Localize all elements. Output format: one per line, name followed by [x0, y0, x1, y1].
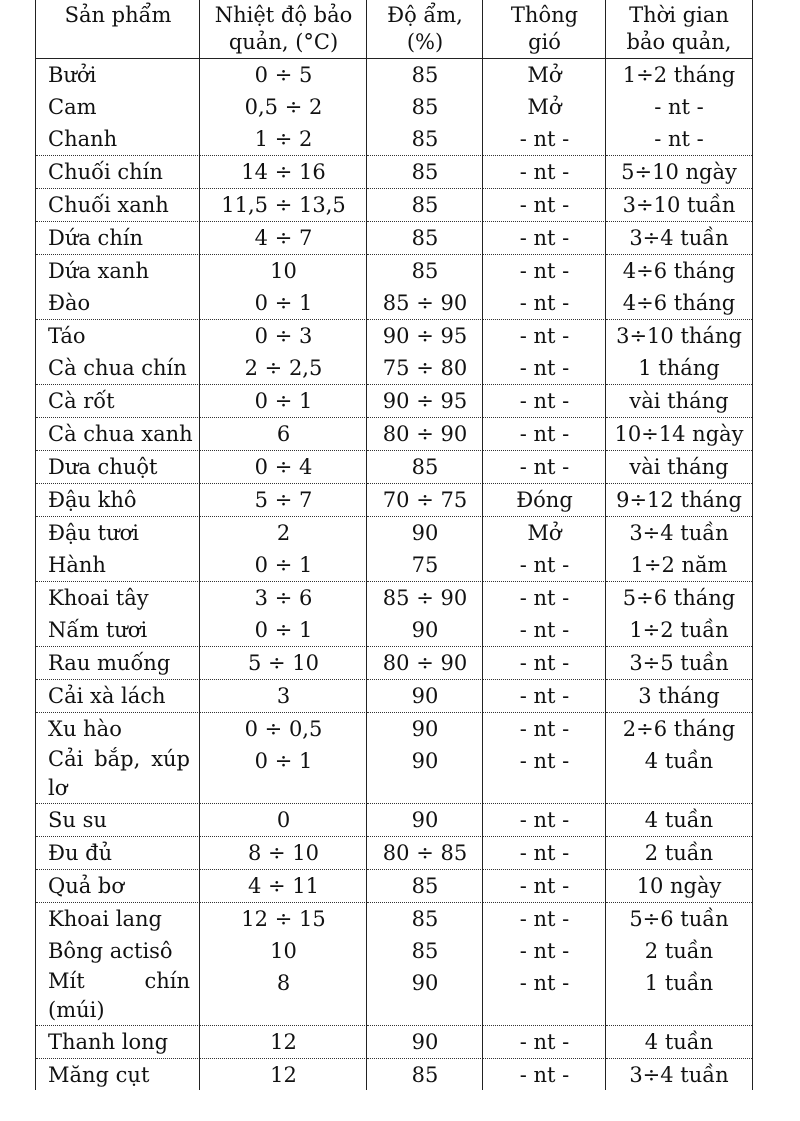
header-humidity-line2: (%) [406, 30, 444, 54]
ventilation-cell: - nt - [483, 647, 606, 680]
storage-time-cell: 10÷14 ngày [606, 418, 752, 451]
ventilation-cell: - nt - [483, 870, 606, 903]
table-row [36, 870, 752, 903]
temperature-cell: 0 ÷ 5 [254, 63, 313, 87]
product-name-cell: Nấm tươi [36, 614, 200, 647]
ventilation-cell: - nt - [483, 967, 606, 1026]
temperature-cell: 8 [200, 967, 367, 1026]
ventilation-cell: - nt - [483, 352, 606, 385]
product-name-cell: Quả bơ [36, 870, 200, 903]
storage-time-cell: 1÷2 tháng [622, 63, 736, 87]
ventilation-cell: - nt - [519, 259, 570, 283]
table-row [36, 804, 752, 837]
temperature-cell: 0 [200, 804, 367, 837]
ventilation-cell: - nt - [483, 549, 606, 582]
product-name-cell: Thanh long [36, 1026, 200, 1059]
product-name-cell: Cà rốt [36, 385, 200, 418]
product-name-cell: Cải xà lách [36, 680, 200, 713]
temperature-cell: 12 ÷ 15 [241, 907, 326, 931]
temperature-cell: 11,5 ÷ 13,5 [200, 189, 367, 222]
product-name-cell: Xu hào [48, 717, 122, 741]
product-name-cell: Cam [48, 95, 97, 119]
table-row [36, 837, 752, 870]
temperature-cell: 0,5 ÷ 2 [244, 95, 323, 119]
product-name-cell: Chuối xanh [36, 189, 200, 222]
humidity-cell: 90 [367, 967, 483, 1026]
product-name-cell: Dứa xanh [48, 259, 149, 283]
product-name-cell: Khoai tây [48, 586, 149, 610]
product-name-cell: Măng cụt [48, 1063, 150, 1087]
humidity-cell: 90 [367, 614, 483, 647]
storage-time-cell: 3÷4 tuần [629, 521, 729, 545]
temperature-cell: 3 ÷ 6 [254, 586, 313, 610]
header-temperature [200, 0, 367, 59]
temperature-cell: 0 ÷ 1 [200, 614, 367, 647]
humidity-cell: 90 [411, 521, 439, 545]
temperature-cell: 3 [200, 680, 367, 713]
table-row [36, 903, 752, 936]
storage-time-cell: 3÷10 tuần [606, 189, 752, 222]
product-name-cell: Cà chua xanh [36, 418, 200, 451]
table-row [36, 647, 752, 680]
temperature-cell: 4 ÷ 7 [200, 222, 367, 255]
humidity-cell: 85 [411, 63, 439, 87]
storage-time-cell: 1 tháng [606, 352, 752, 385]
humidity-cell: 85 [367, 870, 483, 903]
storage-time-cell: 9÷12 tháng [606, 484, 752, 517]
storage-time-cell: 4 tuần [606, 1026, 752, 1059]
ventilation-cell: - nt - [483, 804, 606, 837]
storage-time-cell: 10 ngày [606, 870, 752, 903]
column-divider [605, 0, 606, 1090]
ventilation-cell: - nt - [483, 189, 606, 222]
table-row [36, 745, 752, 804]
temperature-cell: 0 ÷ 1 [200, 549, 367, 582]
temperature-cell: 0 ÷ 0,5 [244, 717, 323, 741]
storage-time-cell: 4÷6 tháng [606, 287, 752, 320]
humidity-cell: 85 [411, 1063, 439, 1087]
humidity-cell: 85 [367, 123, 483, 156]
product-name-cell: Chuối chín [36, 156, 200, 189]
header-humidity-line1: Độ ẩm, [387, 3, 463, 27]
table-body [36, 59, 752, 1092]
table-row [36, 59, 752, 92]
header-ventilation [483, 0, 606, 59]
storage-time-cell: 5÷10 ngày [606, 156, 752, 189]
ventilation-cell: - nt - [519, 1063, 570, 1087]
storage-time-cell: vài tháng [606, 385, 752, 418]
temperature-cell: 2 [276, 521, 291, 545]
product-name-cell: Su su [36, 804, 200, 837]
column-divider [366, 0, 367, 1090]
product-name-cell: Táo [48, 324, 86, 348]
temperature-cell: 4 ÷ 11 [200, 870, 367, 903]
product-name-cell: Cà chua chín [36, 352, 200, 385]
product-name-cell: Đậu khô [36, 484, 200, 517]
humidity-cell: 70 ÷ 75 [367, 484, 483, 517]
product-name-cell: Khoai lang [48, 907, 162, 931]
header-ventilation-line1: Thông [510, 3, 579, 27]
table-row [36, 549, 752, 582]
product-name-cell: Chanh [36, 123, 200, 156]
header-storage-time [606, 0, 752, 59]
table-row [36, 156, 752, 189]
table-row [36, 287, 752, 320]
humidity-cell: 90 ÷ 95 [382, 324, 468, 348]
product-name-cell: Đậu tươi [48, 521, 139, 545]
header-humidity [367, 0, 483, 59]
humidity-cell: 85 [411, 259, 439, 283]
temperature-cell: 10 [270, 259, 297, 283]
header-storage-time-line1: Thời gian [629, 3, 729, 27]
temperature-cell: 8 ÷ 10 [200, 837, 367, 870]
header-storage-time-line2: bảo quản, [626, 30, 732, 54]
temperature-cell: 0 ÷ 4 [200, 451, 367, 484]
temperature-cell: 12 [270, 1063, 297, 1087]
temperature-cell: 0 ÷ 1 [200, 745, 367, 804]
storage-time-cell: 1÷2 năm [606, 549, 752, 582]
humidity-cell: 85 [367, 222, 483, 255]
table-row [36, 222, 752, 255]
ventilation-cell: - nt - [519, 907, 570, 931]
product-name-cell: Bưởi [48, 63, 97, 87]
ventilation-cell: - nt - [483, 385, 606, 418]
ventilation-cell: - nt - [483, 222, 606, 255]
temperature-cell: 0 ÷ 1 [200, 287, 367, 320]
table-row [36, 91, 752, 123]
temperature-cell: 2 ÷ 2,5 [200, 352, 367, 385]
storage-time-cell: 4 tuần [606, 804, 752, 837]
humidity-cell: 85 ÷ 90 [382, 586, 468, 610]
ventilation-cell: - nt - [519, 717, 570, 741]
table-row [36, 517, 752, 550]
storage-conditions-table [36, 0, 752, 1091]
table-row [36, 255, 752, 288]
humidity-cell: 85 [411, 907, 439, 931]
ventilation-cell: - nt - [483, 451, 606, 484]
ventilation-cell: - nt - [483, 680, 606, 713]
table-row [36, 935, 752, 967]
product-name-cell: Hành [36, 549, 200, 582]
table-row [36, 680, 752, 713]
humidity-cell: 90 [367, 804, 483, 837]
table-row [36, 614, 752, 647]
storage-time-cell: - nt - [654, 95, 704, 119]
column-divider [482, 0, 483, 1090]
storage-time-cell: 5÷6 tuần [629, 907, 729, 931]
table-row [36, 582, 752, 615]
table-row [36, 385, 752, 418]
storage-time-cell: 3 tháng [606, 680, 752, 713]
table-row [36, 451, 752, 484]
humidity-cell: 90 [367, 745, 483, 804]
table-row [36, 418, 752, 451]
table-row [36, 189, 752, 222]
temperature-cell: 5 ÷ 10 [200, 647, 367, 680]
humidity-cell: 85 [367, 156, 483, 189]
header-temperature-line2: quản, (°C) [228, 30, 339, 54]
temperature-cell: 6 [200, 418, 367, 451]
temperature-cell: 5 ÷ 7 [200, 484, 367, 517]
storage-time-cell: 3÷10 tháng [616, 324, 742, 348]
humidity-cell: 80 ÷ 90 [367, 647, 483, 680]
product-name-cell: Đào [36, 287, 200, 320]
ventilation-cell: - nt - [483, 156, 606, 189]
table-row [36, 352, 752, 385]
product-name-cell: Đu đủ [36, 837, 200, 870]
table-row [36, 1026, 752, 1059]
storage-time-cell: vài tháng [606, 451, 752, 484]
product-name-cell: Dưa chuột [36, 451, 200, 484]
temperature-cell: 10 [270, 939, 297, 963]
table-row [36, 967, 752, 1026]
humidity-cell: 75 [367, 549, 483, 582]
temperature-cell: 0 ÷ 1 [200, 385, 367, 418]
temperature-cell: 1 ÷ 2 [200, 123, 367, 156]
header-product [36, 0, 200, 59]
humidity-cell: 90 ÷ 95 [367, 385, 483, 418]
header-ventilation-line2: gió [528, 30, 561, 54]
table-row [36, 123, 752, 156]
humidity-cell: 90 [367, 680, 483, 713]
storage-time-cell: 4 tuần [606, 745, 752, 804]
storage-time-cell: 3÷4 tuần [606, 222, 752, 255]
ventilation-cell: - nt - [519, 586, 570, 610]
product-name-cell: Bông actisô [48, 939, 173, 963]
humidity-cell: 80 ÷ 90 [367, 418, 483, 451]
humidity-cell: 90 [411, 717, 439, 741]
table-row [36, 1059, 752, 1092]
humidity-cell: 90 [367, 1026, 483, 1059]
ventilation-cell: Mở [527, 95, 562, 119]
storage-time-cell: 4÷6 tháng [622, 259, 736, 283]
storage-time-cell: 2 tuần [644, 939, 714, 963]
storage-time-cell: 1÷2 tuần [606, 614, 752, 647]
ventilation-cell: Đóng [483, 484, 606, 517]
ventilation-cell: - nt - [483, 123, 606, 156]
humidity-cell: 80 ÷ 85 [367, 837, 483, 870]
table-row [36, 713, 752, 746]
ventilation-cell: - nt - [519, 324, 570, 348]
storage-time-cell: 2 tuần [606, 837, 752, 870]
storage-table-document [35, 0, 753, 1090]
product-name-cell: Cải bắp, xúp lơ [36, 745, 200, 804]
storage-time-cell: 5÷6 tháng [622, 586, 736, 610]
ventilation-cell: Mở [527, 521, 562, 545]
storage-time-cell: 3÷5 tuần [606, 647, 752, 680]
ventilation-cell: - nt - [519, 939, 570, 963]
ventilation-cell: - nt - [483, 1026, 606, 1059]
ventilation-cell: - nt - [483, 614, 606, 647]
humidity-cell: 85 ÷ 90 [367, 287, 483, 320]
ventilation-cell: - nt - [483, 287, 606, 320]
ventilation-cell: - nt - [483, 745, 606, 804]
humidity-cell: 85 [411, 939, 439, 963]
humidity-cell: 75 ÷ 80 [367, 352, 483, 385]
header-product-label: Sản phẩm [64, 3, 172, 27]
ventilation-cell: - nt - [483, 837, 606, 870]
table-row [36, 320, 752, 353]
column-divider [199, 0, 200, 1090]
storage-time-cell: 1 tuần [606, 967, 752, 1026]
humidity-cell: 85 [367, 189, 483, 222]
storage-time-cell: 2÷6 tháng [622, 717, 736, 741]
humidity-cell: 85 [411, 95, 439, 119]
table-row [36, 484, 752, 517]
header-temperature-line1: Nhiệt độ bảo [214, 3, 353, 27]
product-name-cell: Rau muống [36, 647, 200, 680]
storage-time-cell: - nt - [606, 123, 752, 156]
temperature-cell: 0 ÷ 3 [254, 324, 313, 348]
storage-time-cell: 3÷4 tuần [629, 1063, 729, 1087]
product-name-cell: Mít chín (múi) [36, 967, 200, 1026]
ventilation-cell: - nt - [483, 418, 606, 451]
temperature-cell: 14 ÷ 16 [200, 156, 367, 189]
temperature-cell: 12 [200, 1026, 367, 1059]
product-name-cell: Dứa chín [36, 222, 200, 255]
humidity-cell: 85 [367, 451, 483, 484]
header-row [36, 0, 752, 59]
ventilation-cell: Mở [527, 63, 562, 87]
